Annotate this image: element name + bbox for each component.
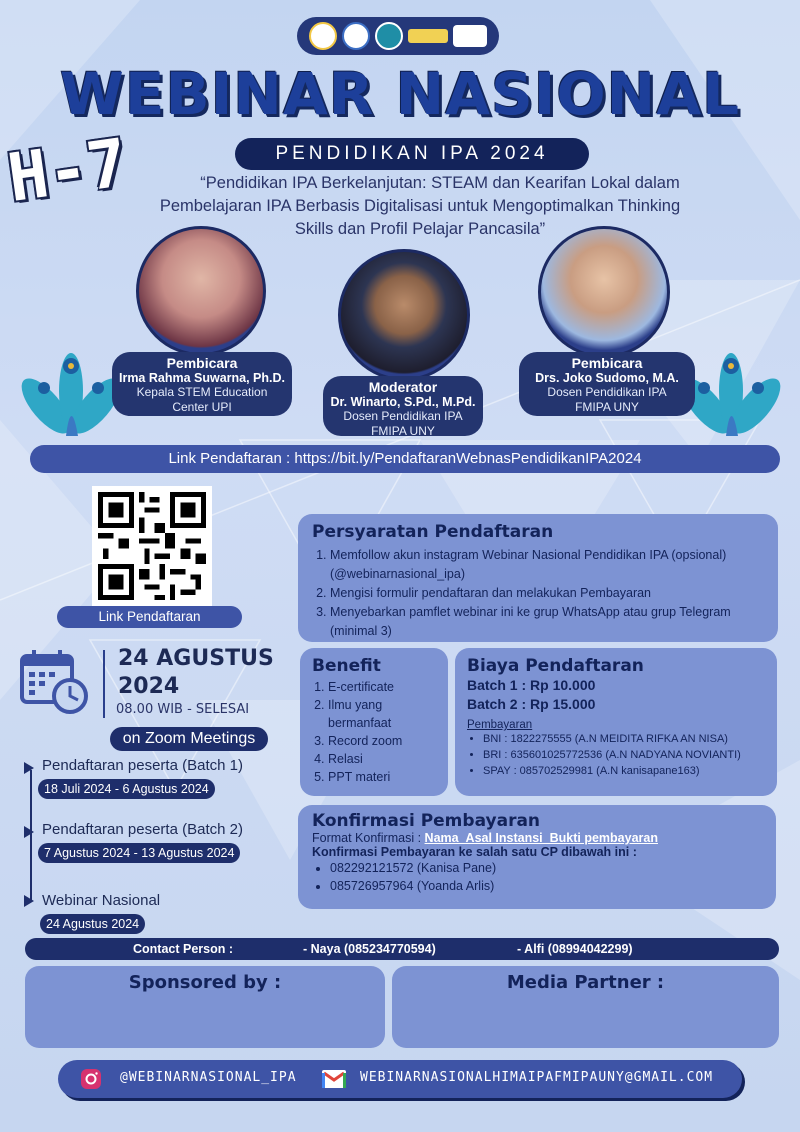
sponsor-panel [25, 966, 385, 1048]
calendar-clock-icon [18, 646, 90, 716]
timeline-item-title: Webinar Nasional [42, 892, 161, 909]
speaker-role: Pembicara [166, 355, 238, 371]
qr-code-icon [98, 492, 206, 600]
contact-label: Contact Person : [133, 942, 234, 956]
payment-method: • BNI : 1822275555 (A.N MEIDITA RIFKA AN NISA) [483, 731, 765, 747]
event-platform: on Zoom Meetings [110, 727, 268, 751]
timeline-arrow-icon [24, 762, 34, 774]
confirmation-intro: Konfirmasi Pembayaran ke salah satu CP dibawah ini : [312, 845, 637, 859]
requirement-item: 3. Menyebarkan pamflet webinar ini ke grup WhatsApp atau grup Telegram (minimal 3) [330, 603, 764, 641]
payment-method: • BRI : 635601025772536 (A.N NADYANA NOVIANTI) [483, 747, 765, 763]
benefit-item: 2. Ilmu yang bermanfaat [328, 696, 436, 732]
contact-person-1: - Naya (085234770594) [303, 942, 436, 956]
confirmation-title: Konfirmasi Pembayaran [312, 811, 541, 831]
fee-batch-1: Batch 1 : Rp 10.000 [467, 677, 596, 693]
peacock-decoration-icon [16, 336, 126, 446]
confirmation-panel [298, 805, 776, 909]
speaker-name: Drs. Joko Sudomo, M.A. [535, 371, 679, 385]
payment-method: • SPAY : 085702529981 (A.N kanisapane163) [483, 763, 765, 779]
divider [103, 650, 105, 718]
himpunan-logo-icon [375, 22, 403, 50]
fee-batch-2: Batch 2 : Rp 15.000 [467, 696, 596, 712]
page-title: WEBINAR NASIONAL [59, 60, 741, 128]
registration-qr-code[interactable] [92, 486, 212, 606]
timeline-item-title: Pendaftaran peserta (Batch 2) [42, 821, 243, 838]
confirmation-contact: • 085726957964 (Yoanda Arlis) [330, 877, 762, 895]
event-date-line-1: 24 AGUSTUS [118, 646, 274, 671]
theme-line-2: Pembelajaran IPA Berbasis Digitalisasi untuk Mengoptimalkan Thinking [159, 197, 681, 215]
university-logo-icon [309, 22, 337, 50]
confirmation-contact: • 082292121572 (Kanisa Pane) [330, 859, 762, 877]
benefit-title: Benefit [312, 656, 381, 676]
speaker-detail: Dosen Pendidikan IPA [547, 385, 667, 399]
social-bar [58, 1060, 742, 1098]
payment-heading: Pembayaran [467, 719, 533, 731]
instagram-icon [80, 1068, 102, 1090]
format-value: Nama_Asal Instansi_Bukti pembayaran [424, 831, 658, 845]
speaker-detail: Dosen Pendidikan IPA [343, 409, 463, 423]
media-partner-panel [392, 966, 779, 1048]
speaker-detail: Kepala STEM Education [136, 385, 268, 399]
benefit-item: 5. PPT materi [328, 768, 436, 786]
moderator-card [323, 376, 483, 436]
speaker-detail: FMIPA UNY [371, 424, 435, 438]
speaker-detail: Center UPI [172, 400, 232, 414]
qr-label: Link Pendaftaran [57, 606, 242, 628]
page-subtitle: PENDIDIKAN IPA 2024 [235, 138, 589, 170]
countdown-label: H-7 [3, 124, 132, 217]
speaker-name: Dr. Winarto, S.Pd., M.Pd. [330, 395, 476, 409]
logo-bar [297, 17, 499, 55]
speaker-1-photo [136, 226, 266, 356]
speaker-2-card [519, 352, 695, 416]
sponsor-title: Sponsored by : [128, 972, 282, 993]
benefit-item: 1. E-certificate [328, 678, 436, 696]
contact-person-2: - Alfi (08994042299) [517, 942, 633, 956]
fee-title: Biaya Pendaftaran [467, 656, 644, 676]
speaker-2-photo [538, 226, 670, 358]
confirmation-format [312, 831, 762, 845]
fee-panel [455, 648, 777, 796]
gmail-icon [322, 1070, 346, 1088]
contact-person-bar [25, 938, 779, 960]
speaker-1-card [112, 352, 292, 416]
event-date [118, 645, 274, 701]
timeline-item-range: 7 Agustus 2024 - 13 Agustus 2024 [38, 843, 240, 863]
requirements-title: Persyaratan Pendaftaran [312, 522, 554, 542]
requirement-item: 1. Memfollow akun instagram Webinar Nasional Pendidikan IPA (opsional) (@webinarnasional_ipa) [330, 546, 764, 584]
theme-line-3: Skills dan Profil Pelajar Pancasila” [294, 220, 546, 238]
email-address[interactable]: WEBINARNASIONALHIMAIPAFMIPAUNY@GMAIL.COM [360, 1070, 714, 1085]
benefit-panel [300, 648, 448, 796]
format-label: Format Konfirmasi : [312, 831, 422, 845]
timeline-arrow-icon [24, 826, 34, 838]
timeline-item-range: 24 Agustus 2024 [40, 914, 145, 934]
registration-link[interactable]: Link Pendaftaran : https://bit.ly/PendaftaranWebnasPendidikanIPA2024 [30, 445, 780, 473]
benefit-item: 3. Record zoom [328, 732, 436, 750]
faculty-logo-icon [342, 22, 370, 50]
event-date-line-2: 2024 [118, 674, 180, 699]
speaker-detail: FMIPA UNY [575, 400, 639, 414]
requirements-panel [298, 514, 778, 642]
benefit-item: 4. Relasi [328, 750, 436, 768]
timeline-arrow-icon [24, 895, 34, 907]
speaker-role: Pembicara [571, 355, 643, 371]
moderator-photo [338, 249, 470, 381]
theme-line-1: “Pendidikan IPA Berkelanjutan: STEAM dan Kearifan Lokal dalam [200, 174, 680, 192]
event-time: 08.00 WIB - SELESAI [116, 702, 250, 717]
speaker-name: Irma Rahma Suwarna, Ph.D. [118, 371, 286, 385]
event-logo-icon [453, 25, 487, 47]
requirement-item: 2. Mengisi formulir pendaftaran dan melakukan Pembayaran [330, 584, 764, 603]
instagram-handle[interactable]: @WEBINARNASIONAL_IPA [120, 1070, 297, 1085]
speaker-role: Moderator [368, 379, 438, 395]
cabinet-logo-icon [408, 29, 448, 43]
timeline-item-title: Pendaftaran peserta (Batch 1) [42, 757, 243, 774]
media-partner-title: Media Partner : [506, 972, 665, 993]
timeline-item-range: 18 Juli 2024 - 6 Agustus 2024 [38, 779, 215, 799]
